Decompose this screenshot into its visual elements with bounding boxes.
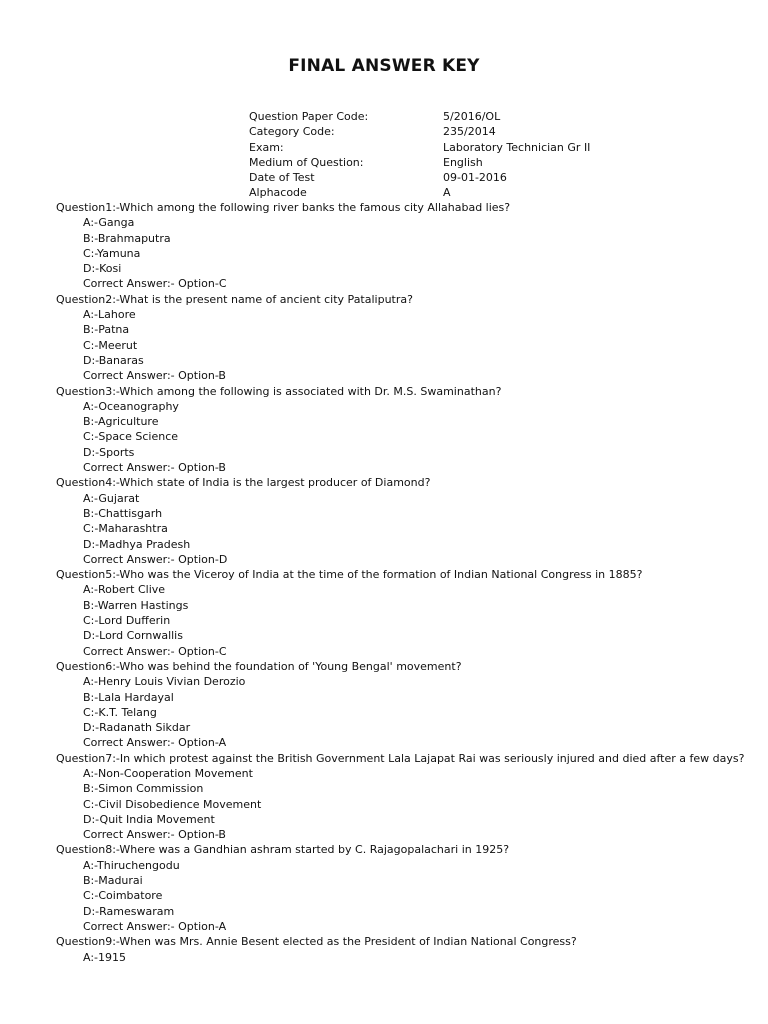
answer-option: C:-Coimbatore bbox=[83, 889, 163, 903]
meta-value: 5/2016/OL bbox=[443, 110, 501, 123]
answer-option: B:-Patna bbox=[83, 323, 130, 337]
question-block bbox=[56, 200, 744, 292]
answer-option: D:-Madhya Pradesh bbox=[83, 537, 191, 551]
answer-option: C:-Lord Dufferin bbox=[83, 614, 171, 628]
question-text: Question1:-Which among the following river banks the famous city Allahabad lies? bbox=[56, 201, 511, 214]
correct-answer: Correct Answer:- Option-A bbox=[83, 736, 227, 750]
meta-row-alphacode bbox=[249, 185, 590, 200]
question-text: Question2:-What is the present name of ancient city Pataliputra? bbox=[56, 292, 413, 306]
answer-option: C:-Meerut bbox=[83, 338, 138, 352]
correct-answer: Correct Answer:- Option-B bbox=[83, 828, 226, 842]
answer-option: C:-Space Science bbox=[83, 430, 179, 444]
answer-option: A:-Robert Clive bbox=[83, 583, 166, 597]
answer-option: D:-Rameswaram bbox=[83, 904, 175, 918]
answer-option: D:-Radanath Sikdar bbox=[83, 721, 191, 735]
question-block bbox=[56, 567, 744, 659]
meta-value: English bbox=[443, 155, 483, 169]
question-block bbox=[56, 842, 744, 934]
question-block bbox=[56, 659, 744, 751]
meta-row-date bbox=[249, 170, 590, 185]
answer-option: D:-Kosi bbox=[83, 262, 122, 276]
question-block bbox=[56, 934, 744, 965]
meta-row-medium bbox=[249, 155, 590, 170]
answer-option: A:-Lahore bbox=[83, 308, 136, 322]
correct-answer: Correct Answer:- Option-D bbox=[83, 552, 228, 566]
meta-row-exam bbox=[249, 140, 590, 155]
answer-option: D:-Lord Cornwallis bbox=[83, 629, 183, 643]
answer-option: A:-Non-Cooperation Movement bbox=[83, 766, 253, 780]
exam-details bbox=[249, 109, 590, 201]
answer-option: B:-Lala Hardayal bbox=[83, 690, 174, 704]
answer-option: A:-Oceanography bbox=[83, 399, 179, 413]
answer-option: C:-Maharashtra bbox=[83, 522, 168, 536]
answer-option: C:-K.T. Telang bbox=[83, 705, 157, 719]
meta-row-category-code bbox=[249, 124, 590, 139]
correct-answer: Correct Answer:- Option-B bbox=[83, 369, 226, 383]
correct-answer: Correct Answer:- Option-C bbox=[83, 644, 227, 658]
meta-label: Medium of Question: bbox=[249, 155, 364, 169]
answer-option: A:-Gujarat bbox=[83, 491, 140, 505]
question-text: Question6:-Who was behind the foundation of 'Young Bengal' movement? bbox=[56, 659, 462, 673]
answer-option: C:-Civil Disobedience Movement bbox=[83, 797, 262, 811]
question-text: Question9:-When was Mrs. Annie Besent elected as the President of Indian National Congress? bbox=[56, 935, 577, 949]
meta-value: A bbox=[443, 186, 451, 200]
meta-label: Question Paper Code: bbox=[249, 110, 369, 123]
question-block bbox=[56, 292, 744, 384]
answer-option: B:-Brahmaputra bbox=[83, 231, 171, 245]
meta-value: 09-01-2016 bbox=[443, 171, 507, 185]
question-text: Question3:-Which among the following is associated with Dr. M.S. Swaminathan? bbox=[56, 384, 502, 398]
question-text: Question7:-In which protest against the British Government Lala Lajapat Rai was seriously injured and died after a few days? bbox=[56, 751, 745, 765]
answer-option: B:-Warren Hastings bbox=[83, 598, 189, 612]
correct-answer: Correct Answer:- Option-B bbox=[83, 461, 226, 475]
correct-answer: Correct Answer:- Option-C bbox=[83, 277, 227, 291]
answer-option: D:-Quit India Movement bbox=[83, 812, 215, 826]
answer-option: B:-Chattisgarh bbox=[83, 506, 163, 520]
answer-option: C:-Yamuna bbox=[83, 246, 141, 260]
question-text: Question4:-Which state of India is the largest producer of Diamond? bbox=[56, 476, 431, 490]
answer-option: A:-1915 bbox=[83, 950, 127, 964]
question-text: Question8:-Where was a Gandhian ashram started by C. Rajagopalachari in 1925? bbox=[56, 843, 510, 857]
meta-row-paper-code bbox=[249, 109, 590, 124]
correct-answer: Correct Answer:- Option-A bbox=[83, 919, 227, 933]
page-title: FINAL ANSWER KEY bbox=[288, 56, 480, 76]
meta-value: 235/2014 bbox=[443, 125, 496, 139]
meta-label: Category Code: bbox=[249, 125, 335, 139]
question-block bbox=[56, 751, 744, 843]
question-block bbox=[56, 475, 744, 567]
question-text: Question5:-Who was the Viceroy of India at the time of the formation of Indian National Congress in 1885? bbox=[56, 568, 643, 582]
meta-value: Laboratory Technician Gr II bbox=[443, 140, 591, 154]
answer-option: B:-Madurai bbox=[83, 874, 143, 888]
answer-option: A:-Thiruchengodu bbox=[83, 858, 180, 872]
meta-label: Exam: bbox=[249, 140, 284, 154]
answer-option: D:-Sports bbox=[83, 445, 135, 459]
answer-option: B:-Simon Commission bbox=[83, 782, 204, 796]
meta-label: Date of Test bbox=[249, 171, 315, 185]
answer-option: B:-Agriculture bbox=[83, 415, 159, 429]
answer-option: D:-Banaras bbox=[83, 353, 144, 367]
answer-option: A:-Ganga bbox=[83, 216, 135, 230]
meta-label: Alphacode bbox=[249, 186, 307, 200]
question-block bbox=[56, 384, 744, 476]
answer-option: A:-Henry Louis Vivian Derozio bbox=[83, 675, 246, 689]
question-list bbox=[56, 200, 744, 965]
